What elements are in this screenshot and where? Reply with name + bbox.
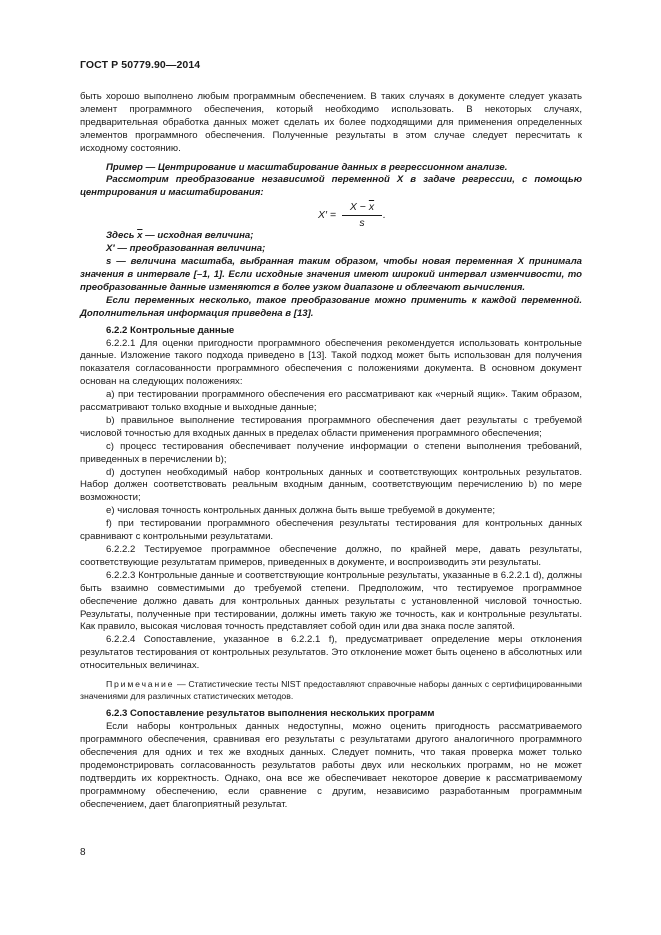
list-item-e: e) числовая точность контрольных данных должна быть выше требуемой в документе; bbox=[106, 505, 496, 517]
paragraph-intro: быть хорошо выполнено любым программным обеспечением. В таких случаях в документе следует указать элемент программного обеспечения, который необходимо использовать. В некоторых случаях, предварительная обработка данных может сделать их более подходящими для применения определенных элементов программного обеспечения. Полученные результаты в этом случае следует пересчитать к исходному состоянию. bbox=[80, 91, 582, 154]
formula-lhs: X′ = bbox=[318, 209, 337, 222]
where-line-4: Если переменных несколько, такое преобразование можно применить к каждой переменной. Дополнительная информация приведена в [13]. bbox=[80, 294, 582, 319]
formula-fraction bbox=[342, 201, 382, 230]
where-line-3: s — величина масштаба, выбранная таким образом, чтобы новая переменная X принимала значения в интервале [–1, 1]. Если исходные значения имеют широкий интервал изменчивости, то преобразованные данные изменяются в более узком диапазоне и облегчают вычисления. bbox=[80, 256, 582, 293]
example-title: Пример — Центрирование и масштабирование данных в регрессионном анализе. bbox=[106, 161, 508, 173]
page-number: 8 bbox=[80, 847, 86, 858]
paragraph-6-2-3: Если наборы контрольных данных недоступны, можно оценить пригодность рассматриваемого программного обеспечения, сравнивая его результаты с результатами другого аналогичного программного обеспечения для одних и тех же входных данных. Следует помнить, что такая проверка может только продемонстрировать согласованность результатов работы двух или нескольких программ, но не может подтвердить их корректность. Однако, она все же обеспечивает некоторое доверие к рассматриваемому программному обеспечению, если сравнение с другим, независимо разработанным программным обеспечением, дает благоприятный результат. bbox=[80, 721, 582, 810]
list-item-c: c) процесс тестирования обеспечивает получение информации о степени выполнения требований, приведенных в перечислении b); bbox=[80, 440, 582, 465]
page-content bbox=[80, 91, 582, 812]
paragraph-6-2-2-2: 6.2.2.2 Тестируемое программное обеспечение должно, по крайней мере, давать результаты, соответствующие результатам примеров, приведенных в документе, и воспроизводить эти результаты. bbox=[80, 544, 582, 568]
formula-numerator: $X - \overline{x}$ bbox=[342, 201, 382, 216]
formula bbox=[80, 200, 582, 230]
paragraph-6-2-2-1: 6.2.2.1 Для оценки пригодности программного обеспечения рекомендуется использовать контрольные данные. Изложение такого подхода приведено в [13]. Такой подход может быть использован для получения показателя согласованности программного обеспечения с положениями документа. В основном документ основан на следующих положениях: bbox=[80, 337, 582, 388]
list-item-f: f) при тестировании программного обеспечения результаты тестирования для контрольных данных сравнивают с контрольными результатами. bbox=[80, 518, 582, 543]
document-header: ГОСТ Р 50779.90—2014 bbox=[80, 59, 201, 71]
paragraph-6-2-2-4: 6.2.2.4 Сопоставление, указанное в 6.2.2.1 f), предусматривает определение меры отклонения результатов тестирования от контрольных результатов. Это отклонение может быть оценено в абсолютных или относительных величинах. bbox=[80, 634, 582, 672]
note bbox=[80, 679, 582, 702]
paragraph-6-2-2-3: 6.2.2.3 Контрольные данные и соответствующие контрольные результаты, указанные в 6.2.2.1 d), должны быть взаимно совместимыми до требуемой степени. Предположим, что тестируемое программное обеспечение должно давать для контрольных данных результаты с установленной числовой точностью. Результаты, полученные при тестировании, должны иметь такую же точность, как и контрольные результаты. Как правило, высокая числовая точность представляет собой один или два знака после запятой. bbox=[80, 569, 582, 633]
section-heading-6-2-3: 6.2.3 Сопоставление результатов выполнения нескольких программ bbox=[106, 708, 435, 720]
note-text: — Статистические тесты NIST предоставляют справочные наборы данных с сертифицированными значениями для различных статистических методов. bbox=[80, 679, 582, 701]
where-line-2: X′ — преобразованная величина; bbox=[106, 243, 266, 255]
note-label: Примечание bbox=[106, 679, 175, 690]
formula-end: . bbox=[383, 209, 386, 222]
list-item-b: b) правильное выполнение тестирования программного обеспечения дает результаты с требуемой числовой точностью для входных данных в пределах области применения программного обеспечения; bbox=[80, 414, 582, 439]
list-item-a: a) при тестировании программного обеспечения его рассматривают как «черный ящик». Таким образом, рассматривают только входные и выходные данные; bbox=[80, 389, 582, 414]
section-heading-6-2-2: 6.2.2 Контрольные данные bbox=[106, 324, 235, 336]
list-item-d: d) доступен необходимый набор контрольных данных и соответствующих контрольных результатов. Набор должен соответствовать реальным входным данным, соответствующим перечислению b) по мере возможности; bbox=[80, 466, 582, 504]
formula-denominator: s bbox=[359, 217, 365, 230]
where-line-1: Здесь $\overline{x}$ — исходная величина; bbox=[106, 230, 254, 242]
example-intro: Рассмотрим преобразование независимой переменной X в задаче регрессии, с помощью центрирования и масштабирования: bbox=[80, 174, 582, 199]
